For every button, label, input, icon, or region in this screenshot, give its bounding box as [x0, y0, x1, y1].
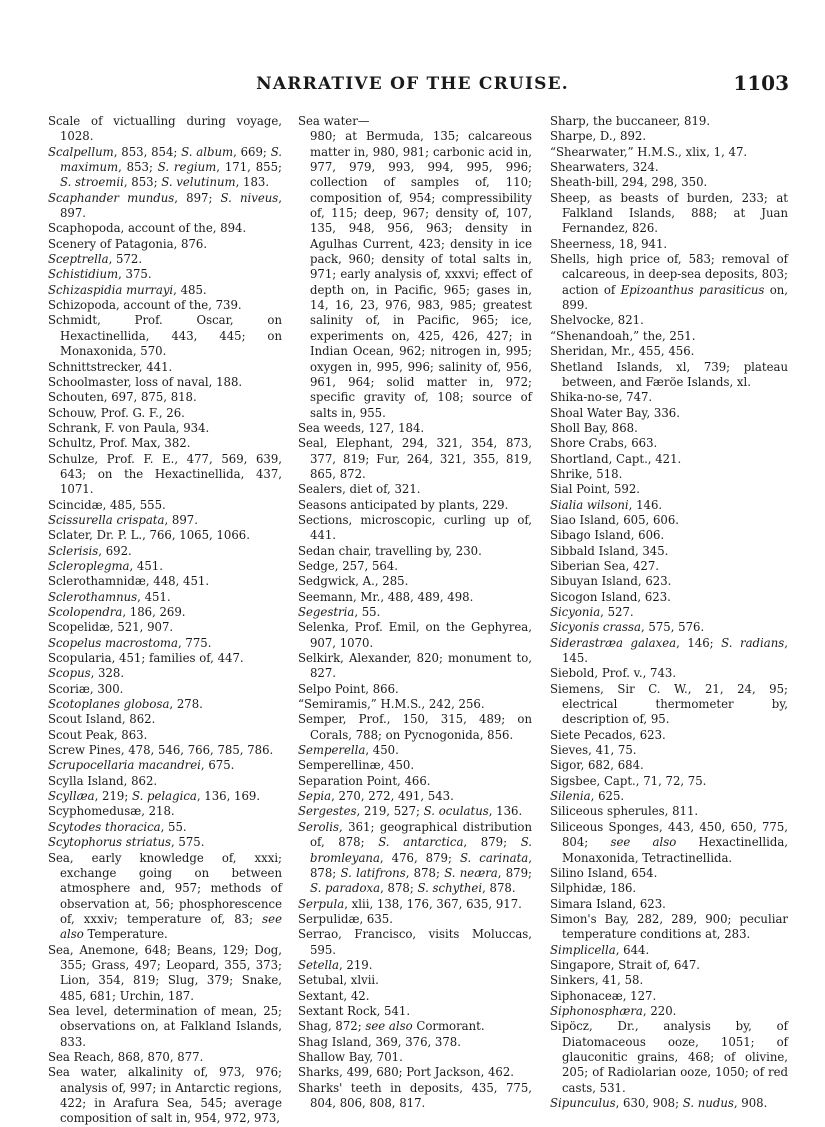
index-entry: Shelvocke, 821.	[550, 313, 644, 328]
index-entry: Sinkers, 41, 58.	[550, 973, 644, 988]
index-entry: Semperellinæ, 450.	[298, 758, 415, 773]
index-entry: Sea Reach, 868, 870, 877.	[48, 1049, 204, 1064]
index-entry: Scale of victualling during voyage, 1028.	[48, 114, 282, 144]
index-entry: Seal, Elephant, 294, 321, 354, 873, 377, 819; Fur, 264, 321, 355, 819, 865, 872.	[298, 436, 532, 481]
index-entry: Sea, Anemone, 648; Beans, 129; Dog, 355; Grass, 497; Leopard, 355, 373; Lion, 354, 819; Slug, 379; Snake, 485, 681; Urchin, 187.	[48, 942, 282, 1003]
index-entry: Schistidium, 375.	[48, 267, 152, 282]
index-entry: “Shenandoah,” the, 251.	[550, 328, 696, 343]
index-column-1	[48, 114, 282, 1127]
index-entry: Simon's Bay, 282, 289, 900; peculiar temperature conditions at, 283.	[550, 911, 788, 942]
index-entry: Shore Crabs, 663.	[550, 436, 658, 451]
index-entry: Sheerness, 18, 941.	[550, 236, 668, 251]
index-entry: Scytophorus striatus, 575.	[48, 835, 205, 850]
index-entry: Seasons anticipated by plants, 229.	[298, 497, 509, 512]
index-entry: Sealers, diet of, 321.	[298, 482, 421, 497]
index-column-2	[298, 114, 532, 1111]
index-entry: Siebold, Prof. v., 743.	[550, 666, 677, 681]
index-entry: Sicyonia, 527.	[550, 605, 634, 619]
index-entry: Schmidt, Prof. Oscar, on Hexactinellida, 443, 445; on Monaxonida, 570.	[48, 313, 282, 359]
index-entry: Scytodes thoracica, 55.	[48, 819, 187, 834]
index-entry: Scout Peak, 863.	[48, 727, 148, 742]
index-entry: Silenia, 625.	[550, 789, 625, 804]
index-entry: Sedan chair, travelling by, 230.	[298, 543, 482, 558]
index-entry: Scylla Island, 862.	[48, 773, 158, 788]
index-entry: Sheep, as beasts of burden, 233; at Falkland Islands, 888; at Juan Fernandez, 826.	[550, 190, 788, 236]
index-entry: Siberian Sea, 427.	[550, 558, 660, 573]
index-entry: Sections, microscopic, curling up of, 441.	[298, 512, 532, 543]
index-entry: Schouw, Prof. G. F., 26.	[48, 405, 185, 420]
index-entry: Siliceous spherules, 811.	[550, 804, 699, 819]
index-entry: Silino Island, 654.	[550, 865, 658, 880]
index-entry: Sedge, 257, 564.	[298, 558, 398, 573]
index-entry: Scenery of Patagonia, 876.	[48, 236, 208, 251]
index-entry: Sibbald Island, 345.	[550, 543, 669, 558]
index-entry: Schrank, F. von Paula, 934.	[48, 420, 210, 435]
index-entry: Sieves, 41, 75.	[550, 743, 637, 758]
index-entry: Scalpellum, 853, 854; S. album, 669; S. maximum, 853; S. regium, 171, 855; S. stroemii, 853; S. velutinum, 183.	[48, 144, 282, 190]
index-entry: Sharks, 499, 680; Port Jackson, 462.	[298, 1065, 515, 1080]
index-entry: Siphonaceæ, 127.	[550, 988, 657, 1003]
index-entry: Scissurella crispata, 897.	[48, 512, 198, 527]
index-entry: Schizopoda, account of the, 739.	[48, 298, 242, 313]
index-entry: Serrao, Francisco, visits Moluccas, 595.	[298, 927, 532, 957]
index-entry: Shetland Islands, xl, 739; plateau between, and Færöe Islands, xl.	[550, 359, 788, 389]
index-entry: Scincidæ, 485, 555.	[48, 497, 166, 512]
index-entry: Selkirk, Alexander, 820; monument to, 827.	[298, 651, 532, 681]
index-entry: Scleroplegma, 451.	[48, 558, 163, 573]
index-entry: Schultz, Prof. Max, 382.	[48, 436, 191, 451]
index-entry: Shag Island, 369, 376, 378.	[298, 1034, 461, 1049]
index-entry: Scopus, 328.	[48, 666, 125, 681]
index-entry: Scopelus macrostoma, 775.	[48, 635, 212, 650]
index-entry: Sibago Island, 606.	[550, 528, 665, 543]
index-entry: Sea water, alkalinity of, 973, 976; analysis of, 997; in Antarctic regions, 422; in Arafura Sea, 545; average composition of salt in, 954, 972, 973,	[48, 1065, 282, 1126]
index-entry: Sholl Bay, 868.	[550, 420, 638, 435]
page-number: 1103	[733, 71, 789, 95]
index-entry: Shika-no-se, 747.	[550, 390, 653, 405]
index-entry: Schouten, 697, 875, 818.	[48, 390, 197, 405]
index-entry: Sclerothamnidæ, 448, 451.	[48, 574, 210, 589]
index-entry: Simplicella, 644.	[550, 942, 650, 957]
index-entry: Sextant Rock, 541.	[298, 1003, 411, 1018]
index-entry: Schizaspidia murrayi, 485.	[48, 282, 207, 297]
index-entry: Shells, high price of, 583; removal of calcareous, in deep-sea deposits, 803; action of Epizoanthus parasiticus on, 899.	[550, 252, 789, 313]
index-entry: “Semiramis,” H.M.S., 242, 256.	[298, 697, 485, 712]
index-entry: Schoolmaster, loss of naval, 188.	[48, 374, 243, 389]
index-entry: 980; at Bermuda, 135; calcareous matter in, 980, 981; carbonic acid in, 977, 979, 993, 994, 995, 996; collection of samples of, 110; composition of, 954; compressibility of, 115; deep, 967; density of, 107, 135, 948, 956, 963; density in Agulhas Current, 423; density in ice pack, 960; density of total salts in, 971; early analysis of, xxxvi; effect of depth on, in Pacific, 965; gases in, 14, 16, 23, 976, 983, 985; greatest salinity of, in Pacific, 965; ice, experiments on, 425, 426, 427; in Indian Ocean, 962; nitrogen in, 995; oxygen in, 995, 996; salinity of, 956, 961, 964; solid matter in, 972; specific gravity of, 108; source of salts in, 955.	[310, 129, 532, 420]
index-entry: Siderastræa galaxea, 146; S. radians, 145.	[550, 635, 788, 666]
index-entry: Sheath-bill, 294, 298, 350.	[550, 175, 708, 190]
index-entry: Shrike, 518.	[550, 466, 623, 481]
index-entry: Siphonosphæra, 220.	[550, 1003, 677, 1018]
index-entry: Shortland, Capt., 421.	[550, 451, 682, 466]
index-entry: Sicyonis crassa, 575, 576.	[550, 620, 705, 635]
index-entry: Scyphomedusæ, 218.	[48, 804, 175, 819]
index-entry: Siete Pecados, 623.	[550, 727, 666, 742]
index-entry: Serolis, 361; geographical distribution of, 878; S. antarctica, 879; S. bromleyana, 476, 879; S. carinata, 878; S. latifrons, 878; S. neæra, 879; S. paradoxa, 878; S. schythei, 878.	[298, 819, 532, 896]
index-entry: Sea water—	[298, 114, 370, 128]
index-entry: Sepia, 270, 272, 491, 543.	[298, 789, 454, 804]
index-entry: Sergestes, 219, 527; S. oculatus, 136.	[298, 804, 523, 819]
index-entry: Scotoplanes globosa, 278.	[48, 697, 203, 712]
index-entry: Shearwaters, 324.	[550, 160, 659, 175]
index-entry: Scolopendra, 186, 269.	[48, 605, 186, 619]
index-entry: Sceptrella, 572.	[48, 252, 143, 267]
index-entry: Segestria, 55.	[298, 605, 381, 619]
index-entry: Siliceous Sponges, 443, 450, 650, 775, 804; see also Hexactinellida, Monaxonida, Tetractinellida.	[550, 819, 788, 865]
index-entry: Siemens, Sir C. W., 21, 24, 95; electrical thermometer by, description of, 95.	[550, 681, 788, 727]
index-entry: Sipöcz, Dr., analysis by, of Diatomaceous ooze, 1051; of glauconitic grains, 468; of olivine, 205; of Radiolarian ooze, 1050; of red casts, 531.	[550, 1019, 788, 1095]
index-entry: Semper, Prof., 150, 315, 489; on Corals, 788; on Pycnogonida, 856.	[298, 712, 532, 742]
index-entry: Shoal Water Bay, 336.	[550, 405, 680, 420]
index-entry: Sea weeds, 127, 184.	[298, 420, 425, 435]
index-entry: Simara Island, 623.	[550, 896, 666, 911]
index-entry: Sclerothamnus, 451.	[48, 589, 171, 604]
index-entry: Shallow Bay, 701.	[298, 1049, 403, 1064]
index-entry: Separation Point, 466.	[298, 773, 431, 788]
index-entry: Silphidæ, 186.	[550, 881, 637, 896]
index-entry: Scaphopoda, account of the, 894.	[48, 221, 247, 236]
index-entry: Scopelidæ, 521, 907.	[48, 620, 174, 635]
index-entry: “Shearwater,” H.M.S., xlix, 1, 47.	[550, 144, 748, 159]
index-entry: Setubal, xlvii.	[298, 973, 379, 988]
index-entry: Sharks' teeth in deposits, 435, 775, 804, 806, 808, 817.	[298, 1080, 532, 1110]
index-entry: Sicogon Island, 623.	[550, 589, 671, 604]
index-entry: Scrupocellaria macandrei, 675.	[48, 758, 235, 773]
index-entry: Sextant, 42.	[298, 988, 370, 1003]
index-column-3	[550, 114, 788, 1111]
index-entry: Selenka, Prof. Emil, on the Gephyrea, 907, 1070.	[298, 620, 532, 650]
running-title: NARRATIVE OF THE CRUISE.	[256, 74, 569, 94]
index-entry: Sharp, the buccaneer, 819.	[550, 114, 711, 128]
page-header	[0, 0, 825, 100]
index-entry: Scaphander mundus, 897; S. niveus, 897.	[48, 190, 282, 221]
index-entry: Sclater, Dr. P. L., 766, 1065, 1066.	[48, 528, 250, 543]
index-entry: Shag, 872; see also Cormorant.	[298, 1019, 485, 1034]
index-entry: Scout Island, 862.	[48, 712, 156, 727]
index-entry: Sharpe, D., 892.	[550, 129, 647, 144]
index-entry: Sialia wilsoni, 146.	[550, 497, 663, 512]
index-entry: Sea, early knowledge of, xxxi; exchange going on between atmosphere and, 957; methods of observation at, 56; phosphorescence of, xxxiv; temperature of, 83; see also Temperature.	[48, 850, 282, 942]
index-entry: Sibuyan Island, 623.	[550, 574, 672, 589]
index-entry: Sigsbee, Capt., 71, 72, 75.	[550, 773, 707, 788]
index-entry: Selpo Point, 866.	[298, 681, 399, 696]
index-entry: Serpula, xlii, 138, 176, 367, 635, 917.	[298, 896, 522, 911]
index-entry: Scyllæa, 219; S. pelagica, 136, 169.	[48, 789, 261, 804]
index-entry: Setella, 219.	[298, 957, 373, 972]
index-entry: Schulze, Prof. F. E., 477, 569, 639, 643; on the Hexactinellida, 437, 1071.	[48, 451, 282, 497]
index-entry: Seemann, Mr., 488, 489, 498.	[298, 589, 474, 604]
index-entry: Sea level, determination of mean, 25; observations on, at Falkland Islands, 833.	[48, 1003, 282, 1049]
index-entry: Sigor, 682, 684.	[550, 758, 644, 773]
index-entry: Sial Point, 592.	[550, 482, 641, 497]
index-entry: Screw Pines, 478, 546, 766, 785, 786.	[48, 743, 274, 758]
index-entry: Sipunculus, 630, 908; S. nudus, 908.	[550, 1096, 768, 1110]
index-entry: Singapore, Strait of, 647.	[550, 957, 700, 972]
index-entry: Scopularia, 451; families of, 447.	[48, 651, 244, 666]
index-entry: Schnittstrecker, 441.	[48, 359, 173, 374]
index-entry: Siao Island, 605, 606.	[550, 512, 679, 527]
index-entry: Sedgwick, A., 285.	[298, 574, 409, 589]
index-entry: Scoriæ, 300.	[48, 681, 124, 696]
index-entry: Sclerisis, 692.	[48, 543, 132, 558]
index-entry: Serpulidæ, 635.	[298, 911, 393, 926]
index-entry: Sheridan, Mr., 455, 456.	[550, 344, 695, 359]
index-entry: Semperella, 450.	[298, 743, 399, 758]
